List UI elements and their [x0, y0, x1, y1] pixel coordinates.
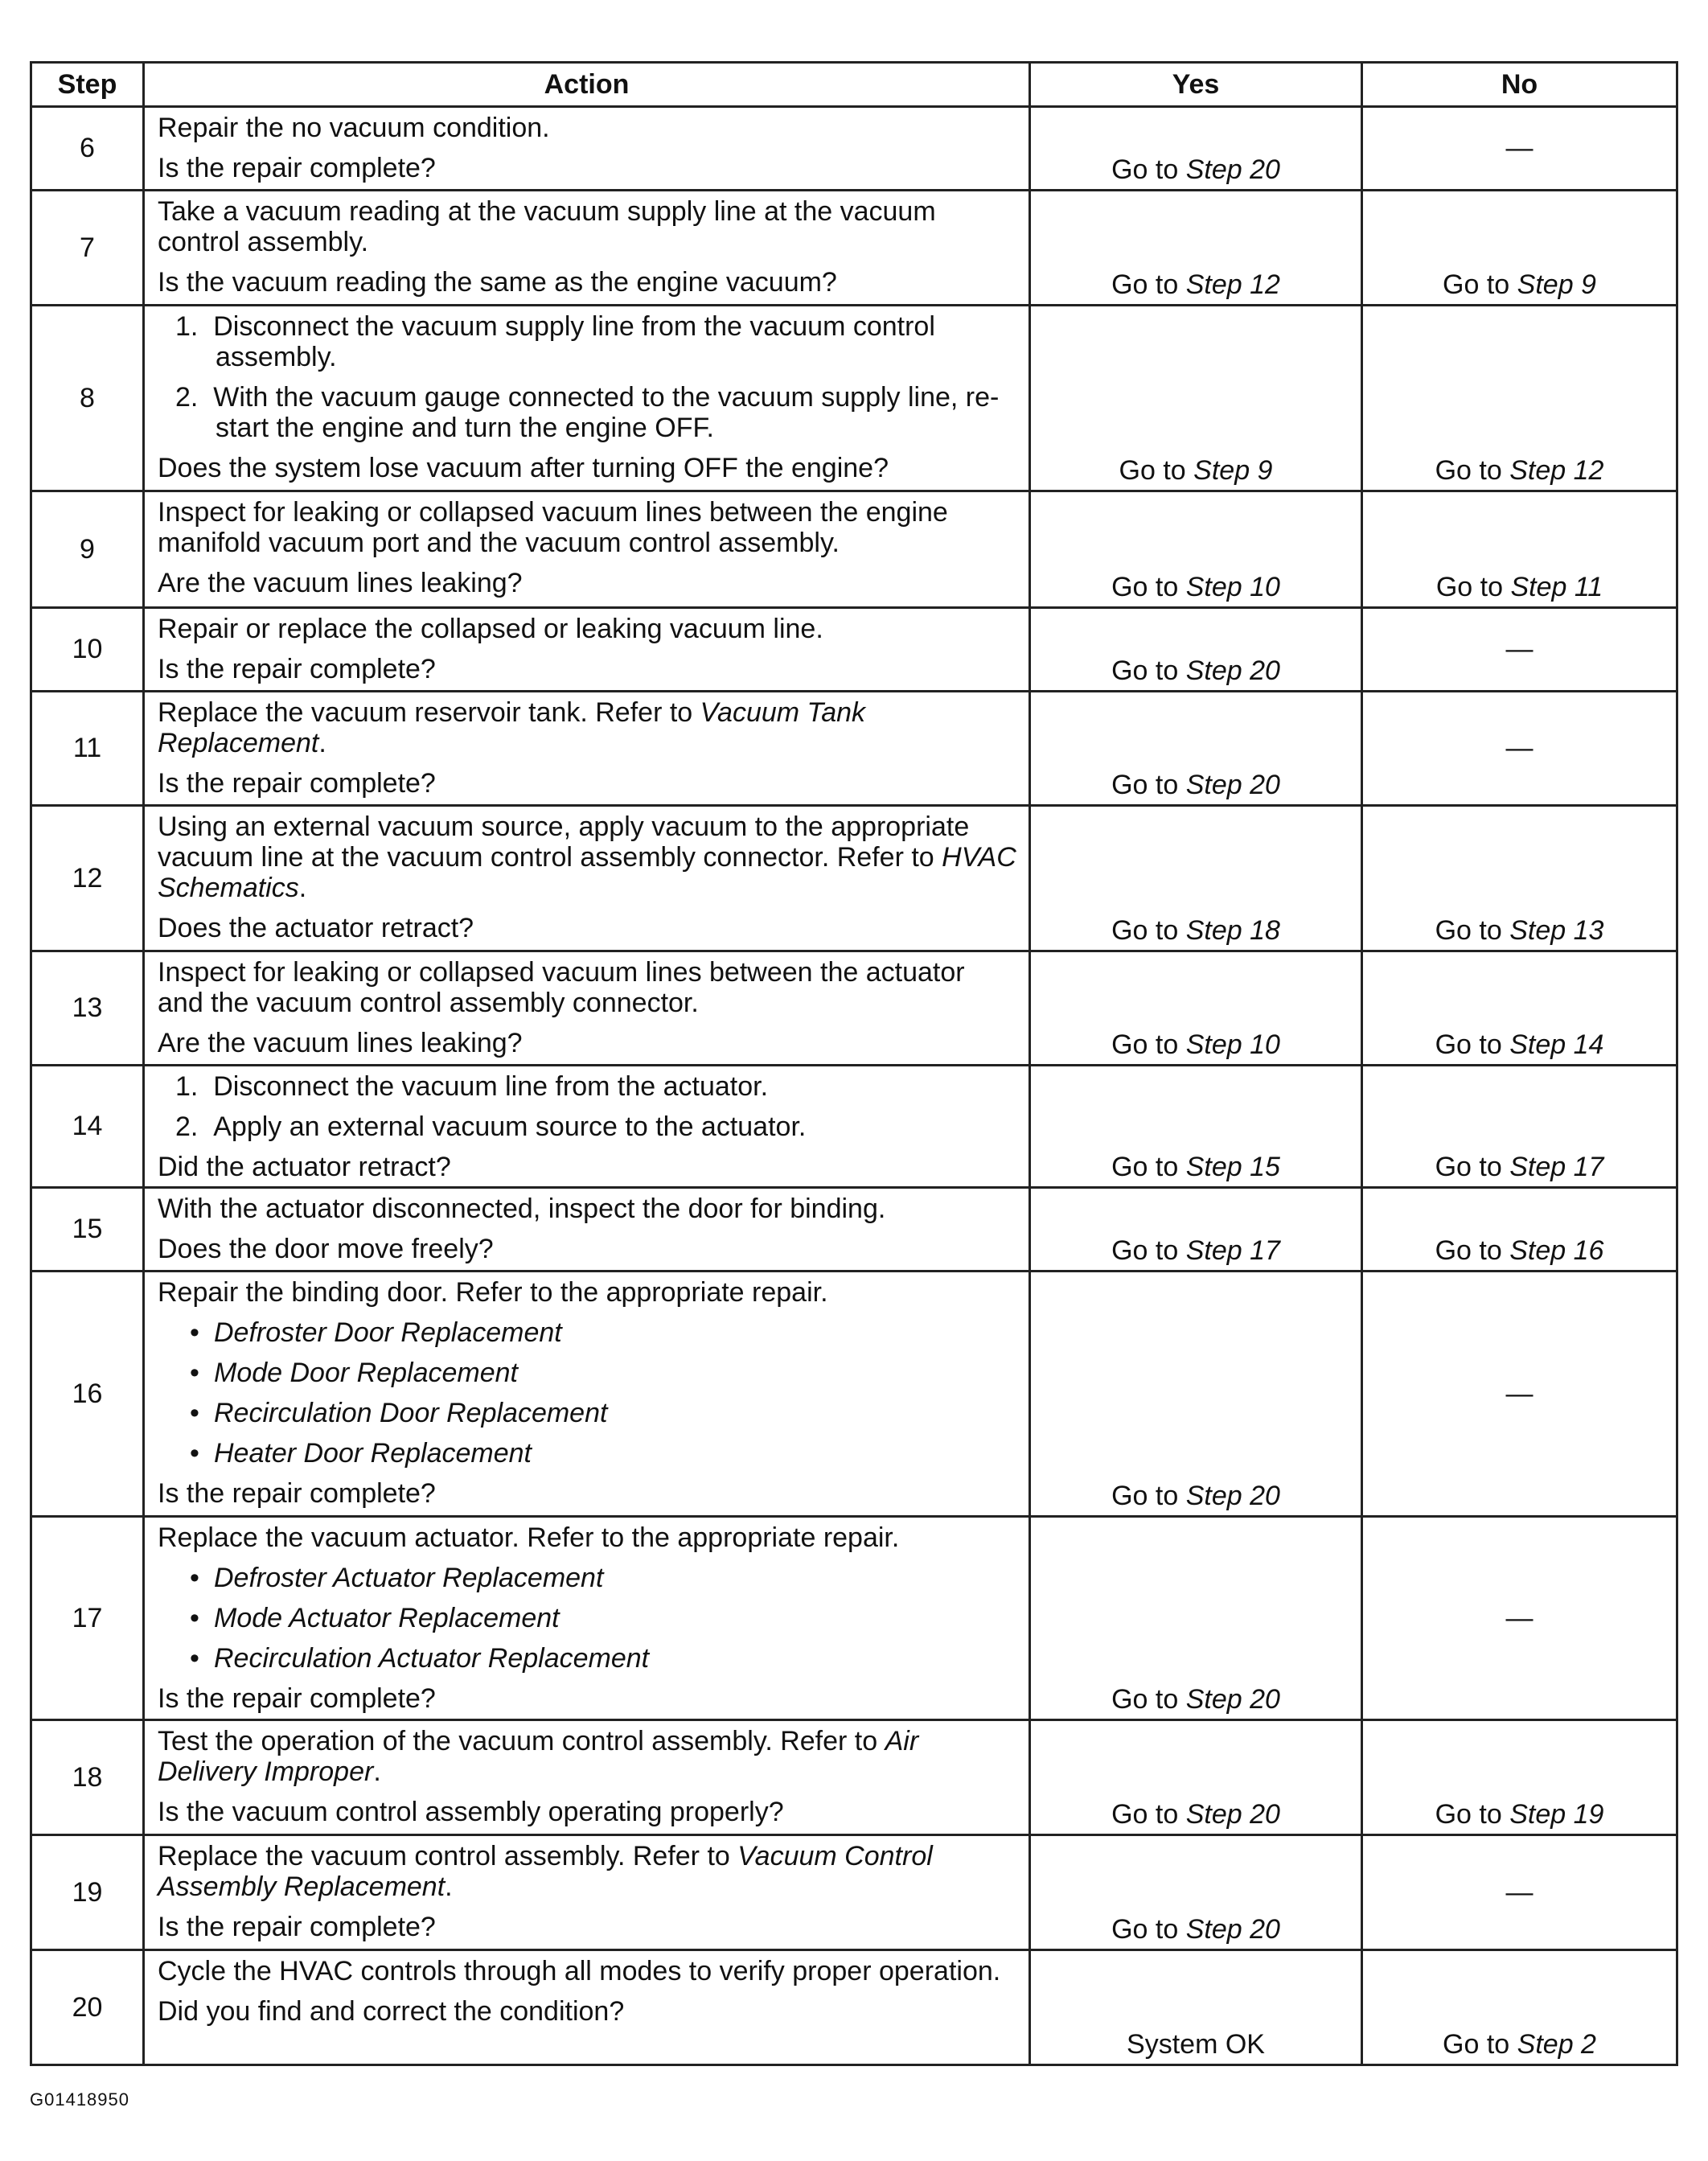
- step-number: 13: [31, 951, 144, 1066]
- bullet-item-text: Mode Actuator Replacement: [214, 1603, 560, 1633]
- question-text: Is the repair complete?: [158, 1478, 436, 1509]
- numbered-item-text: With the vacuum gauge connected to the vacuum supply line, re-start the engine and turn the engine OFF.: [213, 382, 1000, 443]
- action-text: Replace the vacuum actuator. Refer to the appropriate repair.: [158, 1522, 900, 1553]
- no-target-step: Step 12: [1509, 455, 1604, 486]
- goto-prefix: Go to: [1435, 455, 1502, 486]
- bullet-item: [158, 1398, 1017, 1428]
- goto-prefix: Go to: [1435, 1235, 1502, 1266]
- question-text: Is the repair complete?: [158, 153, 436, 183]
- no-cell: [1362, 951, 1677, 1066]
- goto-prefix: Go to: [1435, 1152, 1502, 1182]
- no-cell: [1362, 1835, 1677, 1950]
- bullet-item: [158, 1438, 1017, 1469]
- yes-cell: [1030, 107, 1362, 191]
- table-header-row: [31, 63, 1677, 107]
- step-number: 18: [31, 1720, 144, 1835]
- question-text: Are the vacuum lines leaking?: [158, 568, 523, 598]
- header-step: Step: [31, 63, 144, 107]
- yes-target-step: Step 20: [1185, 1914, 1280, 1945]
- yes-cell: [1030, 1066, 1362, 1188]
- bullet-icon: •: [190, 1438, 199, 1469]
- bullet-item-text: Recirculation Actuator Replacement: [214, 1643, 650, 1674]
- no-target-step: Step 13: [1509, 915, 1604, 946]
- numbered-item-text: Disconnect the vacuum supply line from the vacuum control assembly.: [213, 311, 935, 372]
- action-text: Inspect for leaking or collapsed vacuum lines between the engine manifold vacuum port and the vacuum control assembly.: [158, 497, 948, 558]
- numbered-item-text: Disconnect the vacuum line from the actuator.: [213, 1071, 769, 1102]
- reference-link-text: Vacuum Tank Replacement: [158, 697, 866, 758]
- no-cell: [1362, 1950, 1677, 2065]
- table-row: [31, 1066, 1677, 1188]
- bullet-item-text: Defroster Door Replacement: [214, 1317, 562, 1348]
- goto-prefix: Go to: [1435, 1799, 1502, 1830]
- table-row: [31, 191, 1677, 306]
- no-cell: [1362, 491, 1677, 608]
- no-cell: [1362, 1517, 1677, 1720]
- yes-cell: [1030, 1272, 1362, 1517]
- goto-prefix: Go to: [1111, 269, 1179, 300]
- no-dash: —: [1505, 1602, 1534, 1633]
- question-text: Does the door move freely?: [158, 1234, 494, 1264]
- no-dash: —: [1505, 133, 1534, 163]
- question-text: Is the vacuum reading the same as the engine vacuum?: [158, 267, 837, 298]
- action-cell: [144, 951, 1030, 1066]
- action-text: [158, 811, 1017, 903]
- diagnostic-table: [30, 61, 1678, 2066]
- bullet-icon: •: [190, 1643, 199, 1674]
- goto-prefix: Go to: [1111, 1799, 1179, 1830]
- no-target-step: Step 16: [1509, 1235, 1604, 1266]
- no-dash: —: [1505, 733, 1534, 763]
- question-text: Is the repair complete?: [158, 654, 436, 684]
- action-cell: [144, 1835, 1030, 1950]
- question-text: Is the repair complete?: [158, 1683, 436, 1714]
- action-cell: [144, 608, 1030, 692]
- yes-cell: [1030, 1950, 1362, 2065]
- action-text-part: .: [318, 728, 326, 758]
- no-cell: [1362, 1188, 1677, 1272]
- reference-link-text: HVAC Schematics: [158, 842, 1016, 903]
- bullet-icon: •: [190, 1398, 199, 1428]
- action-cell: [144, 107, 1030, 191]
- bullet-item-text: Defroster Actuator Replacement: [214, 1563, 604, 1593]
- action-text: Repair the no vacuum condition.: [158, 113, 550, 143]
- yes-cell: [1030, 491, 1362, 608]
- question-text: Does the system lose vacuum after turning OFF the engine?: [158, 453, 889, 483]
- table-row: [31, 1835, 1677, 1950]
- goto-prefix: Go to: [1111, 1684, 1179, 1715]
- no-cell: [1362, 1720, 1677, 1835]
- goto-prefix: Go to: [1111, 572, 1179, 602]
- action-text-part: Test the operation of the vacuum control assembly. Refer to: [158, 1726, 885, 1756]
- yes-cell: [1030, 1835, 1362, 1950]
- bullet-item-text: Recirculation Door Replacement: [214, 1398, 608, 1428]
- numbered-item: [158, 382, 1017, 443]
- table-row: [31, 1950, 1677, 2065]
- goto-prefix: Go to: [1111, 1914, 1179, 1945]
- step-number: 15: [31, 1188, 144, 1272]
- goto-prefix: Go to: [1443, 269, 1510, 300]
- yes-target-step: Step 15: [1185, 1152, 1280, 1182]
- yes-cell: [1030, 1720, 1362, 1835]
- yes-target-step: Step 20: [1185, 1481, 1280, 1511]
- table-row: [31, 107, 1677, 191]
- header-no: No: [1362, 63, 1677, 107]
- action-cell: [144, 1066, 1030, 1188]
- action-text: [158, 1841, 1017, 1902]
- yes-target-step: Step 17: [1185, 1235, 1280, 1266]
- step-number: 8: [31, 306, 144, 491]
- action-text: [158, 697, 1017, 758]
- question-text: Is the vacuum control assembly operating properly?: [158, 1797, 784, 1827]
- yes-target-step: Step 9: [1193, 455, 1273, 486]
- action-text-part: .: [373, 1756, 381, 1787]
- action-cell: [144, 306, 1030, 491]
- yes-target-step: Step 10: [1185, 572, 1280, 602]
- yes-target-step: Step 18: [1185, 915, 1280, 946]
- question-text: Is the repair complete?: [158, 768, 436, 799]
- action-text-part: .: [445, 1871, 453, 1902]
- bullet-icon: •: [190, 1317, 199, 1348]
- goto-prefix: Go to: [1111, 770, 1179, 800]
- no-target-step: Step 9: [1517, 269, 1596, 300]
- header-action: Action: [144, 63, 1030, 107]
- item-number: 1.: [175, 1071, 214, 1102]
- yes-target-step: Step 12: [1185, 269, 1280, 300]
- item-number: 2.: [175, 1111, 214, 1142]
- no-target-step: Step 19: [1509, 1799, 1604, 1830]
- bullet-item-text: Mode Door Replacement: [214, 1358, 518, 1388]
- no-target-step: Step 11: [1510, 572, 1603, 602]
- reference-link-text: Air Delivery Improper: [158, 1726, 919, 1787]
- question-text: Did you find and correct the condition?: [158, 1996, 625, 2027]
- header-yes: Yes: [1030, 63, 1362, 107]
- numbered-item: [158, 1071, 1017, 1102]
- yes-target-step: Step 20: [1185, 154, 1280, 185]
- yes-cell: [1030, 191, 1362, 306]
- step-number: 9: [31, 491, 144, 608]
- action-cell: [144, 191, 1030, 306]
- question-text: Did the actuator retract?: [158, 1152, 451, 1182]
- action-cell: [144, 1517, 1030, 1720]
- reference-link-text: Vacuum Control Assembly Replacement: [158, 1841, 933, 1902]
- yes-cell: [1030, 306, 1362, 491]
- goto-prefix: Go to: [1111, 1152, 1179, 1182]
- table-row: [31, 306, 1677, 491]
- yes-target-step: Step 20: [1185, 655, 1280, 686]
- action-text-part: Replace the vacuum control assembly. Refer to: [158, 1841, 738, 1871]
- action-text: Take a vacuum reading at the vacuum supply line at the vacuum control assembly.: [158, 196, 936, 257]
- no-target-step: Step 2: [1517, 2029, 1596, 2060]
- no-cell: [1362, 608, 1677, 692]
- yes-target-step: Step 20: [1185, 1684, 1280, 1715]
- table-row: [31, 608, 1677, 692]
- goto-prefix: Go to: [1435, 1029, 1502, 1060]
- yes-cell: [1030, 1188, 1362, 1272]
- yes-result: System OK: [1127, 2029, 1265, 2060]
- step-number: 11: [31, 692, 144, 806]
- yes-target-step: Step 20: [1185, 1799, 1280, 1830]
- action-cell: [144, 1272, 1030, 1517]
- action-text-part: .: [298, 873, 307, 903]
- table-row: [31, 1720, 1677, 1835]
- action-text: Cycle the HVAC controls through all modes to verify proper operation.: [158, 1956, 1001, 1986]
- item-number: 1.: [175, 311, 214, 342]
- question-text: Is the repair complete?: [158, 1912, 436, 1942]
- bullet-item: [158, 1603, 1017, 1633]
- step-number: 14: [31, 1066, 144, 1188]
- action-cell: [144, 692, 1030, 806]
- step-number: 16: [31, 1272, 144, 1517]
- goto-prefix: Go to: [1435, 572, 1504, 602]
- yes-cell: [1030, 1517, 1362, 1720]
- goto-prefix: Go to: [1435, 915, 1502, 946]
- yes-cell: [1030, 806, 1362, 951]
- table-row: [31, 806, 1677, 951]
- step-number: 6: [31, 107, 144, 191]
- bullet-item-text: Heater Door Replacement: [214, 1438, 532, 1469]
- table-body: [31, 107, 1677, 2065]
- table-row: [31, 1517, 1677, 1720]
- action-text: Repair or replace the collapsed or leaking vacuum line.: [158, 614, 823, 644]
- no-cell: [1362, 1272, 1677, 1517]
- yes-cell: [1030, 692, 1362, 806]
- table-row: [31, 951, 1677, 1066]
- action-text: Repair the binding door. Refer to the appropriate repair.: [158, 1277, 828, 1308]
- no-cell: [1362, 1066, 1677, 1188]
- action-cell: [144, 491, 1030, 608]
- bullet-item: [158, 1563, 1017, 1593]
- figure-code: G01418950: [30, 2089, 129, 2110]
- goto-prefix: Go to: [1111, 1029, 1179, 1060]
- action-cell: [144, 806, 1030, 951]
- goto-prefix: Go to: [1111, 1235, 1179, 1266]
- step-number: 17: [31, 1517, 144, 1720]
- question-text: Does the actuator retract?: [158, 913, 474, 943]
- goto-prefix: Go to: [1111, 655, 1179, 686]
- no-cell: [1362, 692, 1677, 806]
- step-number: 19: [31, 1835, 144, 1950]
- no-cell: [1362, 306, 1677, 491]
- step-number: 12: [31, 806, 144, 951]
- action-cell: [144, 1950, 1030, 2065]
- action-text: Inspect for leaking or collapsed vacuum lines between the actuator and the vacuum control assembly connector.: [158, 957, 965, 1018]
- numbered-item-text: Apply an external vacuum source to the actuator.: [213, 1111, 807, 1142]
- no-dash: —: [1505, 634, 1534, 664]
- yes-cell: [1030, 608, 1362, 692]
- table-row: [31, 1188, 1677, 1272]
- action-cell: [144, 1720, 1030, 1835]
- goto-prefix: Go to: [1111, 915, 1179, 946]
- yes-cell: [1030, 951, 1362, 1066]
- numbered-item: [158, 311, 1017, 372]
- action-text-part: Using an external vacuum source, apply vacuum to the appropriate vacuum line at the vacuum control assembly connector. Refer to: [158, 811, 970, 873]
- bullet-item: [158, 1358, 1017, 1388]
- action-text: With the actuator disconnected, inspect the door for binding.: [158, 1193, 886, 1224]
- table-row: [31, 692, 1677, 806]
- bullet-item: [158, 1643, 1017, 1674]
- bullet-icon: •: [190, 1603, 199, 1633]
- goto-prefix: Go to: [1111, 154, 1179, 185]
- numbered-item: [158, 1111, 1017, 1142]
- yes-target-step: Step 20: [1185, 770, 1280, 800]
- item-number: 2.: [175, 382, 214, 413]
- step-number: 7: [31, 191, 144, 306]
- bullet-icon: •: [190, 1358, 199, 1388]
- bullet-icon: •: [190, 1563, 199, 1593]
- bullet-item: [158, 1317, 1017, 1348]
- no-target-step: Step 14: [1509, 1029, 1604, 1060]
- no-target-step: Step 17: [1509, 1152, 1604, 1182]
- no-cell: [1362, 191, 1677, 306]
- no-cell: [1362, 107, 1677, 191]
- question-text: Are the vacuum lines leaking?: [158, 1028, 523, 1058]
- no-dash: —: [1505, 1378, 1534, 1409]
- goto-prefix: Go to: [1111, 1481, 1179, 1511]
- action-text: [158, 1726, 1017, 1787]
- table-row: [31, 491, 1677, 608]
- goto-prefix: Go to: [1119, 455, 1186, 486]
- step-number: 20: [31, 1950, 144, 2065]
- no-cell: [1362, 806, 1677, 951]
- yes-target-step: Step 10: [1185, 1029, 1280, 1060]
- step-number: 10: [31, 608, 144, 692]
- table-row: [31, 1272, 1677, 1517]
- action-cell: [144, 1188, 1030, 1272]
- goto-prefix: Go to: [1443, 2029, 1510, 2060]
- action-text-part: Replace the vacuum reservoir tank. Refer to: [158, 697, 700, 728]
- no-dash: —: [1505, 1876, 1534, 1908]
